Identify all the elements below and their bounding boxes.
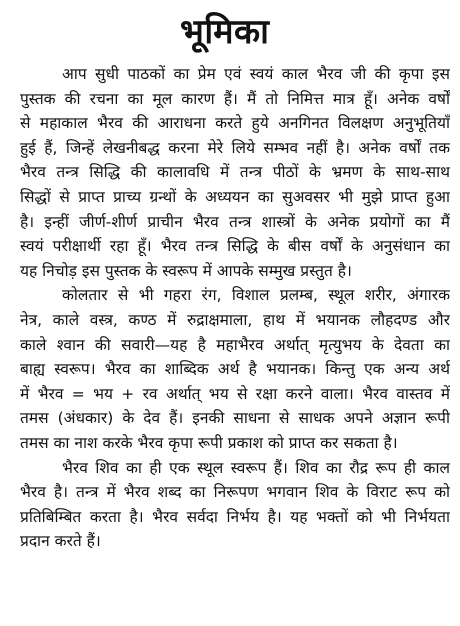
text-line: आप सुधी पाठकों का प्रेम एवं स्वयं काल भैरव जी की कृपा इस xyxy=(62,65,450,83)
text-line: भैरव है। तन्त्र में भैरव शब्द का निरूपण भगवान शिव के विराट रूप को xyxy=(20,483,450,502)
paragraph-2 xyxy=(20,283,450,455)
text-line: भैरव शिव का ही एक स्थूल स्वरूप हैं। शिव का रौद्र रूप ही काल xyxy=(62,458,450,477)
text-line: तमस (अंधकार) के देव हैं। इनकी साधना से साधक अपने अज्ञान रूपी xyxy=(20,409,450,428)
text-line: स्वयं परीक्षार्थी रहा हूँ। भैरव तन्त्र सिद्धि के बीस वर्षों के अनुसंधान का xyxy=(20,237,450,256)
text-line: नेत्र, काले वस्त्र, कण्ठ में रुद्राक्षमाला, हाथ में भयानक लौहदण्ड और xyxy=(20,310,450,329)
page-title: भूमिका xyxy=(180,12,270,52)
text-line: तमस का नाश करके भैरव कृपा रूपी प्रकाश को प्राप्त कर सकता है। xyxy=(20,433,398,452)
paragraph-1 xyxy=(20,62,450,283)
body-text xyxy=(20,62,450,554)
text-line: यह निचोड़ इस पुस्तक के स्वरूप में आपके सम्मुख प्रस्तुत है। xyxy=(20,261,352,280)
paragraph-3 xyxy=(20,456,450,554)
text-line: प्रतिबिम्बित करता है। भैरव सर्वदा निर्भय है। यह भक्तों को भी निर्भयता xyxy=(20,507,450,526)
text-line: से महाकाल भैरव की आराधना करते हुये अनगिनत विलक्षण अनुभूतियाँ xyxy=(20,114,450,133)
text-line: है। इन्हीं जीर्ण-शीर्ण प्राचीन भैरव तन्त्र शास्त्रों के अनेक प्रयोगों का मैं xyxy=(20,212,450,231)
text-line: पुस्तक की रचना का मूल कारण हैं। मैं तो निमित्त मात्र हूँ। अनेक वर्षों xyxy=(20,89,450,108)
text-line: भैरव तन्त्र सिद्धि की कालावधि में तन्त्र पीठों के भ्रमण के साथ-साथ xyxy=(20,163,450,182)
text-line: बाह्य स्वरूप। भैरव का शाब्दिक अर्थ है भयानक। किन्तु एक अन्य अर्थ xyxy=(20,360,450,379)
text-line: में भैरव = भय + रव अर्थात् भय से रक्षा करने वाला। भैरव वास्तव में xyxy=(20,384,450,403)
text-line: प्रदान करते हैं। xyxy=(20,532,101,551)
text-line: सिद्धों से प्राप्त प्राच्य ग्रन्थों के अध्ययन का सुअवसर भी मुझे प्राप्त हुआ xyxy=(20,187,450,206)
text-line: कोलतार से भी गहरा रंग, विशाल प्रलम्ब, स्थूल शरीर, अंगारक xyxy=(62,286,450,305)
text-line: काले श्वान की सवारी—यह है महाभैरव अर्थात् मृत्युभय के देवता का xyxy=(20,335,450,354)
text-line: हुई हैं, जिन्हें लेखनीबद्ध करना मेरे लिये सम्भव नहीं है। अनेक वर्षों तक xyxy=(20,138,450,157)
